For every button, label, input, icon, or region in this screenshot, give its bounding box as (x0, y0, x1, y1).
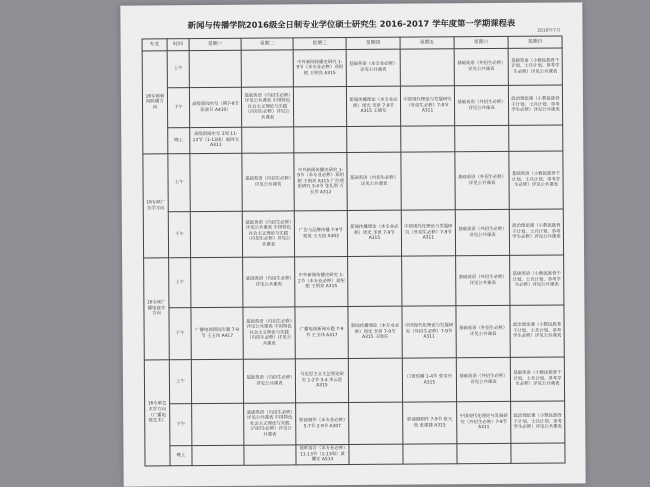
issue-date: 2016年7月 (537, 28, 561, 34)
course-cell: 口语传播 1-4节 张雪丹 A315 (402, 358, 456, 402)
course-cell: 基础英语（内招生必修）详见公共课表 中国特色社会主义理论与实践（内招生必修）详见公共课表 (243, 307, 295, 359)
course-cell: 基础英语（小数民族骨干计划、士兵计划、单考学生必修）详见公共课表 (508, 48, 562, 85)
course-cell: 中国现代化理论与发展研究（外招生必修）7-9节 A311 (402, 306, 456, 358)
course-cell: 影视制作（本专业必修）5-7节 2-9节 A307 (296, 403, 349, 445)
course-cell (192, 403, 244, 445)
time-slot: 上午 (167, 51, 189, 88)
major-label: 16专硕新闻传播方向 (142, 51, 168, 154)
time-slot: 上午 (168, 154, 190, 212)
course-cell: 基础英语（外招生必修）详见公共课表 (456, 305, 510, 357)
course-cell: 中国现代化理论与发展研究（外招生必修）7-9节 A311 (457, 401, 511, 443)
schedule-sheet (120, 2, 585, 486)
course-cell (348, 358, 402, 402)
course-cell: 影视剧制作 7-9节 张天然 张建捷 A315 (403, 402, 457, 444)
course-cell: 基础英语（外招生必修）详见公共课表 (454, 85, 508, 125)
time-slot: 下午 (169, 308, 191, 360)
course-cell: 新闻传播理论（本专业必修）周光 李贯 7-9节 A315 王晓东 (348, 306, 402, 358)
course-cell: 中外新闻传播史研究 1-2节（本专业必修）邓绍根 王明亮 A315 (295, 257, 348, 307)
course-cell: 基础英语（内招生必修）详见公共课表 (243, 359, 295, 403)
course-cell: 基础英语（小数民族骨干计划、士兵计划、单考学生必修）详见公共课表 (510, 255, 564, 305)
course-cell (190, 211, 242, 257)
header-wed: 星期三 (293, 38, 346, 50)
course-cell (348, 256, 402, 306)
time-slot: 下午 (167, 88, 189, 128)
course-cell: 新闻传播理论（本专业必修）周光 李贯 7-9节 A315 (347, 210, 401, 256)
course-cell: 基础英语（内招生必修）详见公共课表 (243, 257, 295, 307)
course-cell: 中国现代化理论与发展研究（外招生必修）7-9节 A311 (401, 210, 455, 256)
time-slot: 晚上 (170, 446, 192, 466)
course-cell: 广播电视新闻专题 7-9节 王玉玮 A317 (295, 307, 348, 359)
course-cell: 高级新闻实写 2周 11-13节（1-13周）赵同文 A311 (190, 127, 242, 153)
course-cell: 基础英语（小数民族骨干计划、士兵计划、单考学生必修）详见公共课表 (509, 151, 563, 209)
course-cell: 视听语言（本专业必修）11-13节（1-13周）黄耀宏 A513 (296, 445, 349, 465)
course-cell: 基础英语（外招生必修）详见公共课表 (455, 209, 509, 255)
table-row (145, 443, 565, 466)
time-slot: 下午 (170, 404, 192, 446)
major-label: 16专硕广告学方向 (143, 154, 169, 258)
course-cell (401, 126, 455, 152)
header-sat: 星期六 (454, 36, 508, 48)
course-cell: 中国现代理论与发展研究（外招生必修）7-9节 A311 (400, 86, 454, 126)
schedule-table (142, 36, 566, 467)
table-row (143, 209, 563, 258)
course-cell (401, 152, 455, 210)
course-cell (457, 443, 511, 463)
time-slot: 晚上 (168, 128, 190, 154)
course-cell (511, 443, 565, 463)
course-cell (294, 127, 347, 153)
table-row (142, 48, 562, 88)
course-cell (402, 256, 456, 306)
course-cell (244, 445, 296, 465)
course-cell: 中外新闻传播史研究 1-9节（本专业必修）邓绍根 王明亮 A315 (293, 50, 346, 87)
course-cell: 新闻传播理论（本专业必修）周光 李贯 7-9节 A315 王晓东 (346, 86, 400, 126)
course-cell: 广告与品牌传播 7-9节 夏英 王天权 A302 (294, 211, 347, 257)
time-slot: 下午 (168, 212, 190, 258)
header-sun: 星期日 (508, 36, 562, 48)
course-cell (347, 126, 401, 152)
course-cell: 中外新闻传播史研究 1-9节（本专业必修）邓绍根 王明亮 A315 广告理论研究 3-4节 张礼琪 万长华 A312 (294, 153, 347, 211)
course-cell (191, 359, 243, 403)
page-title: 新闻与传播学院2016级全日制专业学位硕士研究生 2016-2017 学年度第一学期课程表 (187, 17, 516, 31)
course-cell: 基础英语（内招生必修）详见公共课表 中国特色社会主义理论与实践（内招生必修）详见公共课表 (242, 211, 294, 257)
course-cell: 政治理论课（小数民族骨干计划、士兵计划、单考学生必修）详见公共课表 (510, 305, 564, 357)
course-cell (293, 87, 346, 127)
table-row (144, 305, 564, 360)
table-row (144, 357, 564, 404)
course-cell (242, 127, 294, 153)
course-cell: 政治理论课（小数民族骨干计划、士兵计划、单考学生必修）详见公共课表 (511, 401, 565, 443)
course-cell: 基础英语（内招生必修）详见公共课表 中国特色社会主义理论与实践（内招生必修）详见公共课表 (241, 87, 293, 127)
course-cell (455, 125, 509, 151)
table-row (144, 255, 564, 308)
course-cell: 基础英语（外招生必修）详见公共课表 (456, 255, 510, 305)
course-cell: 基础英语（本专业必修）详见公共课表 (346, 49, 400, 86)
course-cell: 政治理论课（小数民族骨干计划、士兵计划、单考学生必修）详见公共课表 (508, 85, 562, 125)
time-slot: 上午 (169, 360, 191, 404)
course-cell (192, 445, 244, 465)
major-label: 16专硕广播电视学方向 (144, 258, 170, 360)
course-cell: 基础英语（小数民族骨干计划、士兵计划、单考学生必修）详见公共课表 (510, 357, 564, 401)
course-cell (509, 125, 563, 151)
course-cell (189, 50, 241, 87)
course-cell: 马克思主义文艺理论研究 1-2节 3-4 李云雷 A315 (295, 359, 348, 403)
course-cell (349, 444, 403, 464)
course-cell (190, 153, 242, 211)
course-cell: 基础英语（外招生必修）详见公共课表 (455, 151, 509, 209)
course-cell: 基础英语（外招生必修）详见公共课表 (454, 48, 508, 85)
header-mon: 星期一 (189, 38, 241, 50)
time-slot: 上午 (169, 258, 191, 308)
table-row (143, 125, 563, 154)
table-row (142, 85, 562, 128)
course-cell: 基础英语（外招生必修）详见公共课表 (456, 357, 510, 401)
course-cell: 广播电视新闻专题 7-9节 王玉玮 A417 (191, 307, 243, 359)
major-label: 16专硕艺术学方向（广播电视艺术） (144, 360, 170, 466)
table-row (145, 401, 565, 446)
header-tue: 星期二 (241, 38, 293, 50)
course-cell (400, 49, 454, 86)
course-cell: 基础英语（内招生必修）详见公共课表 (242, 153, 294, 211)
course-cell: 政治理论课（小数民族骨干计划、士兵计划、单考学生必修）详见公共课表 (509, 209, 563, 255)
header-fri: 星期五 (400, 37, 454, 49)
course-cell (403, 444, 457, 464)
header-time: 时间 (167, 39, 189, 51)
course-cell: 基础英语（内招生必修）详见公共课表 中国特色社会主义理论与实践（内招生必修）详见公共课表 (244, 403, 296, 445)
table-row (143, 151, 563, 212)
course-cell (191, 257, 243, 307)
course-cell (349, 402, 403, 444)
course-cell: 基础英语（内招生必修）详见公共课表 (347, 152, 401, 210)
header-major: 专业 (142, 39, 167, 51)
course-cell (241, 50, 293, 87)
header-thu: 星期四 (346, 37, 400, 49)
course-cell: 高级新闻实写（期7-9节 张景升 A410） (189, 87, 241, 127)
